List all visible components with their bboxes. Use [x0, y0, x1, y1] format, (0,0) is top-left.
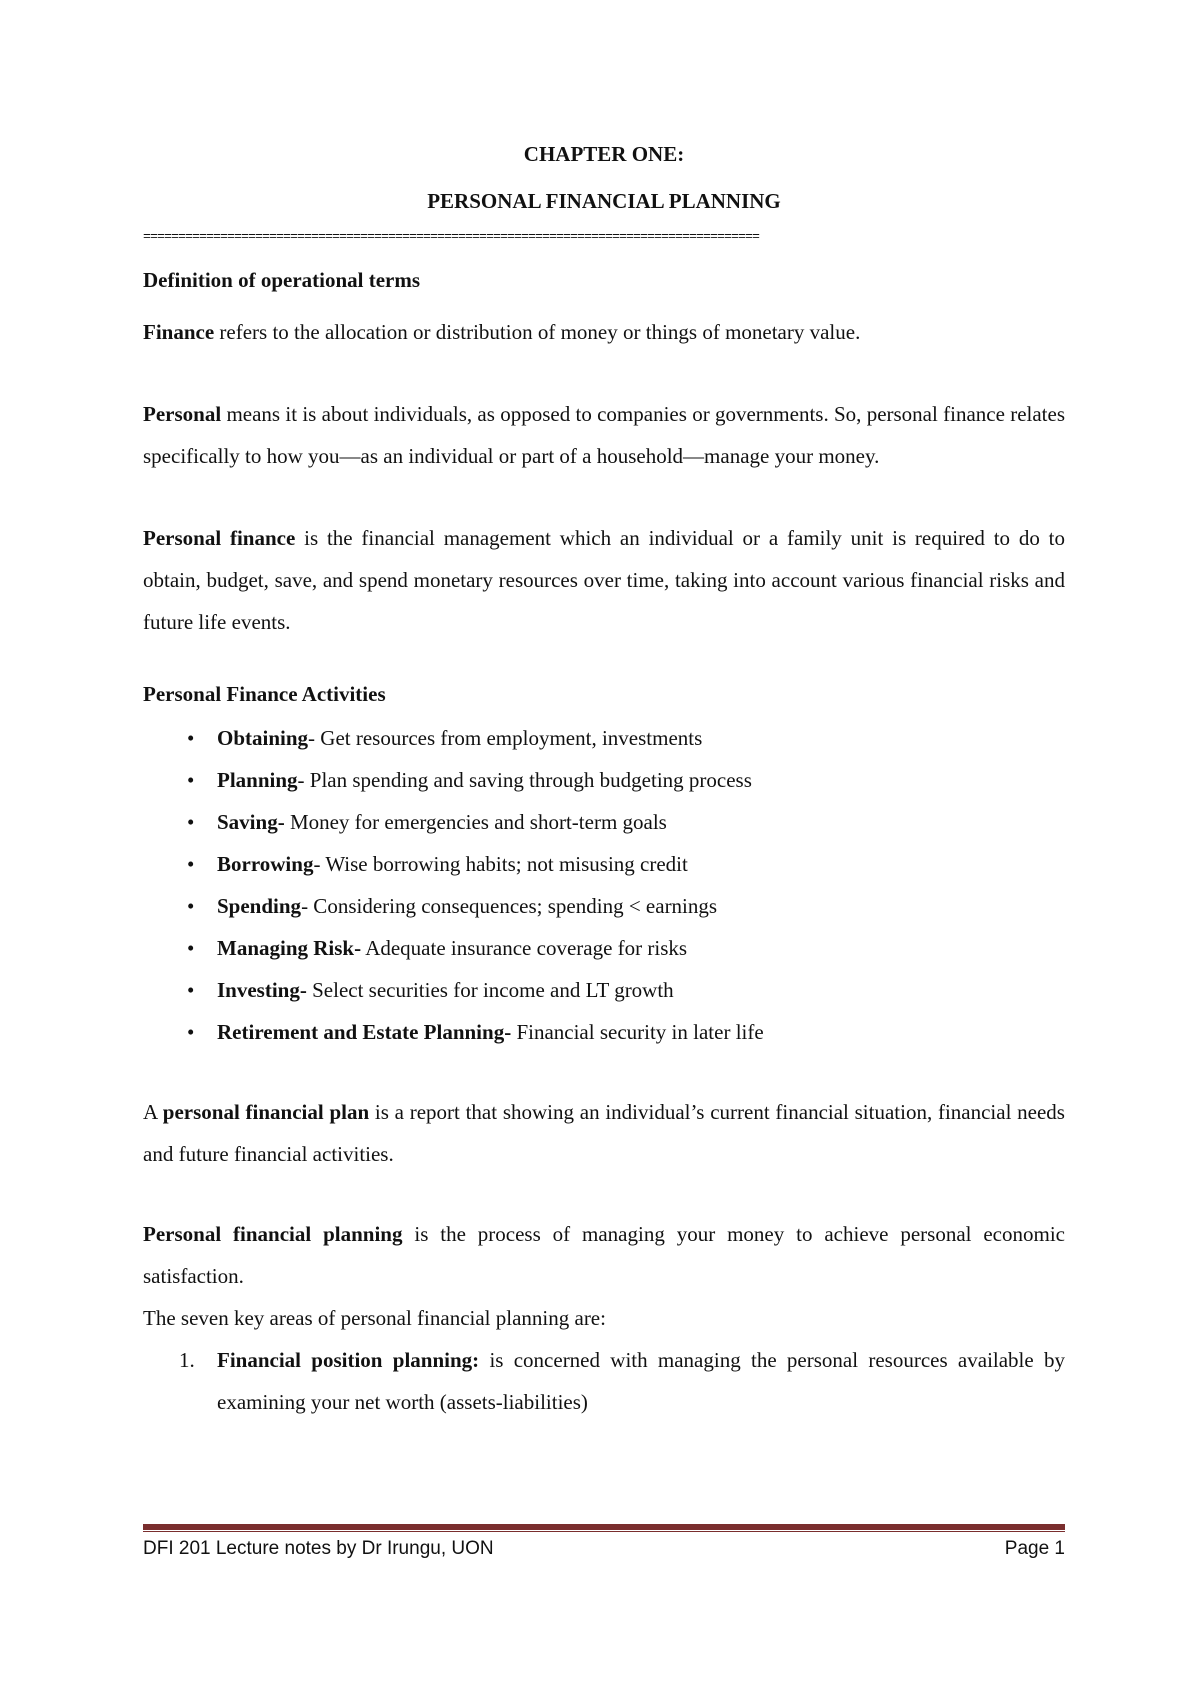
bullet-icon: • — [187, 810, 195, 834]
page-number: Page 1 — [1004, 1538, 1065, 1559]
plan-text: is a report that showing an individual’s current financial situation, financial needs and future financial activities. — [143, 1100, 1065, 1166]
bullet-icon: • — [187, 852, 195, 876]
activity-text: - Considering consequences; spending < earnings — [301, 894, 718, 918]
list-item — [143, 1011, 1065, 1053]
activity-text: Adequate insurance coverage for risks — [361, 936, 688, 960]
personal-text: means it is about individuals, as opposed to companies or governments. So, personal finance relates specifically to how you—as an individual or part of a household—manage your money. — [143, 402, 1065, 468]
seven-areas-intro: The seven key areas of personal financial planning are: — [143, 1306, 606, 1330]
bullet-icon: • — [187, 726, 195, 750]
activity-text: Money for emergencies and short-term goals — [284, 810, 667, 834]
finance-definition — [143, 311, 1065, 353]
personal-finance-text: is the financial management which an individual or a family unit is required to do to obtain, budget, save, and spend monetary resources over time, taking into account various financial risks and future life events. — [143, 526, 1066, 634]
plan-prefix: A — [143, 1100, 163, 1124]
bullet-icon: • — [187, 978, 195, 1002]
activity-text: - Wise borrowing habits; not misusing credit — [313, 852, 688, 876]
bullet-icon: • — [187, 768, 195, 792]
activity-term: Managing Risk- — [217, 936, 362, 960]
bullet-icon: • — [187, 1020, 195, 1044]
area-term: Financial position planning: — [217, 1348, 480, 1372]
list-item — [143, 927, 1065, 969]
planning-term: Personal financial planning — [143, 1222, 403, 1246]
page-footer — [143, 1538, 1065, 1560]
activity-term: Planning — [217, 768, 298, 792]
bullet-icon: • — [187, 894, 195, 918]
activity-term: Borrowing — [217, 852, 314, 876]
personal-definition — [143, 393, 1065, 477]
activity-term: Obtaining — [217, 726, 309, 750]
definitions-heading: Definition of operational terms — [143, 268, 421, 292]
plan-term: personal financial plan — [162, 1100, 370, 1124]
page-content — [143, 144, 1065, 1423]
activity-term: Retirement and Estate Planning- — [217, 1020, 512, 1044]
activity-term: Spending — [217, 894, 302, 918]
list-item — [143, 717, 1065, 759]
area-text: is concerned with managing the personal resources available by examining your net worth (assets-liabilities) — [217, 1348, 1065, 1414]
activity-text: - Get resources from employment, investments — [308, 726, 703, 750]
activities-list — [143, 717, 1065, 1053]
activity-term: Saving- — [217, 810, 285, 834]
footer-source: DFI 201 Lecture notes by Dr Irungu, UON — [143, 1538, 494, 1559]
item-number: 1. — [179, 1348, 195, 1372]
chapter-label: CHAPTER ONE: — [523, 142, 685, 166]
chapter-title: PERSONAL FINANCIAL PLANNING — [427, 189, 781, 213]
activity-text: Financial security in later life — [511, 1020, 764, 1044]
financial-planning-definition — [143, 1213, 1065, 1297]
financial-plan-definition — [143, 1091, 1065, 1175]
personal-finance-definition — [143, 517, 1065, 643]
bullet-icon: • — [187, 936, 195, 960]
personal-finance-term: Personal finance — [143, 526, 296, 550]
list-item — [143, 969, 1065, 1011]
finance-text: refers to the allocation or distribution of money or things of monetary value. — [214, 320, 861, 344]
footer-rule — [143, 1524, 1065, 1530]
finance-term: Finance — [143, 320, 215, 344]
list-item — [143, 843, 1065, 885]
separator-rule: ======================================================================================== — [143, 229, 760, 244]
personal-term: Personal — [143, 402, 222, 426]
planning-text: is the process of managing your money to achieve personal economic satisfaction. — [143, 1222, 1065, 1288]
activity-text: - Plan spending and saving through budgeting process — [297, 768, 752, 792]
list-item — [143, 885, 1065, 927]
list-item — [143, 801, 1065, 843]
activities-heading: Personal Finance Activities — [143, 682, 386, 706]
list-item — [143, 1339, 1065, 1423]
areas-list — [143, 1339, 1065, 1423]
list-item — [143, 759, 1065, 801]
activity-term: Investing- — [217, 978, 307, 1002]
activity-text: Select securities for income and LT growth — [306, 978, 674, 1002]
